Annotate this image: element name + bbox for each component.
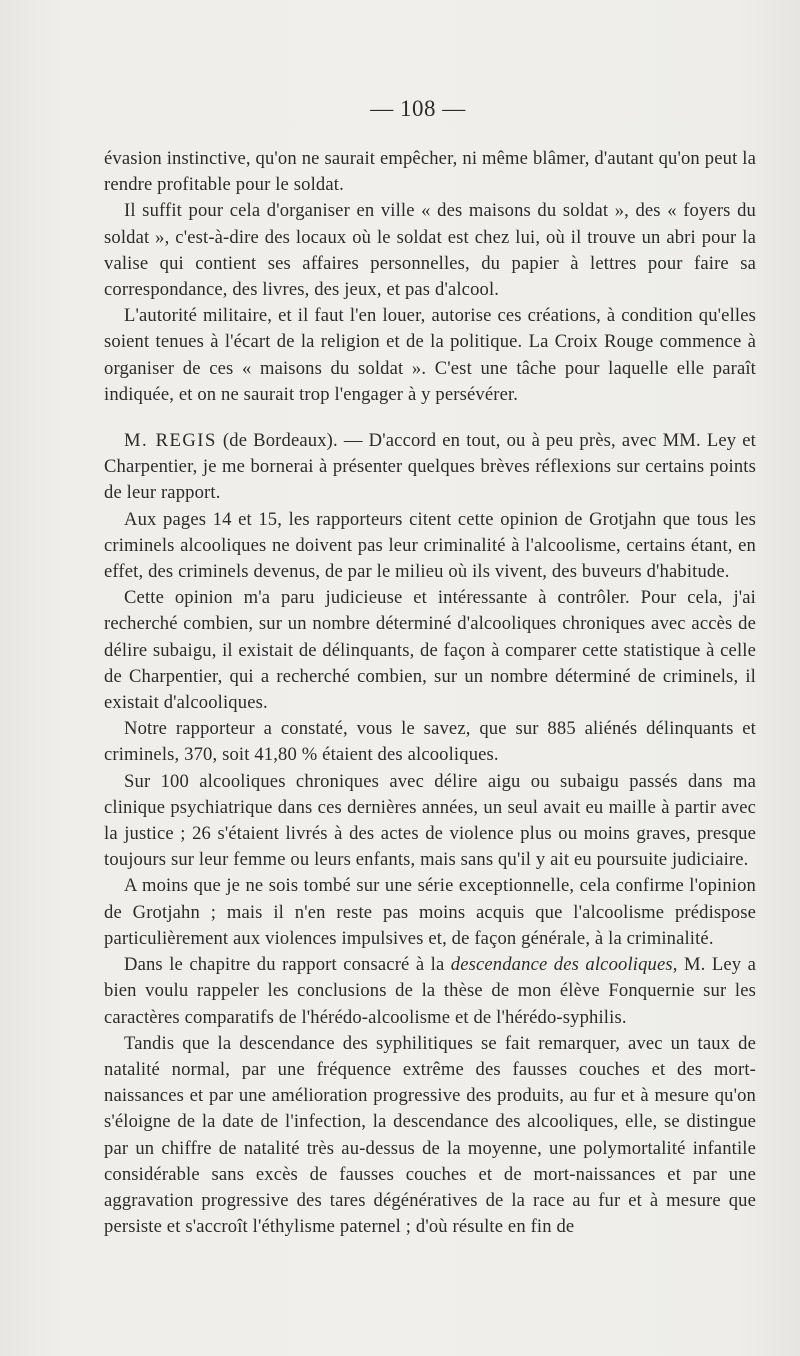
speaker-name: M. REGIS: [124, 430, 217, 452]
paragraph-5: Aux pages 14 et 15, les rapporteurs citent cette opinion de Grotjahn que tous les criminels alcooliques ne doivent pas leur criminalité à l'alcoolisme, certains étant, en effet, des criminels devenus, de par le milieu où ils vivent, des buveurs d'habitude.: [104, 508, 756, 583]
paragraph-9: A moins que je ne sois tombé sur une série exceptionnelle, cela confirme l'opinion de Grotjahn ; mais il n'en reste pas moins acquis que l'alcoolisme prédispose particulièrement aux violences impulsives et, de façon générale, à la criminalité.: [104, 875, 756, 949]
paragraph-3: L'autorité militaire, et il faut l'en louer, autorise ces créations, à condition qu'elles soient tenues à l'écart de la religion et de la politique. La Croix Rouge commence à organiser de ces « maisons du soldat ». C'est une tâche pour laquelle elle paraît indiquée, et on ne saurait trop l'engager à y persévérer.: [104, 305, 756, 405]
paragraph-1: évasion instinctive, qu'on ne saurait empêcher, ni même blâmer, d'autant qu'on peut la rendre profitable pour le soldat.: [104, 148, 756, 196]
body-text: [104, 146, 756, 1240]
page-number: — 108 —: [370, 96, 466, 121]
paragraph-10: [104, 952, 756, 1031]
italic-title: descendance des alcooliques: [450, 954, 673, 976]
paragraph-4-text: — D'accord en tout, ou à peu près, avec MM. Ley et Charpentier, je me bornerai à présenter quelques brèves réflexions sur certains points de leur rapport.: [104, 430, 756, 504]
paragraph-8: Sur 100 alcooliques chroniques avec délire aigu ou subaigu passés dans ma clinique psychiatrique dans ces dernières années, un seul avait eu maille à partir avec la justice ; 26 s'étaient livrés à des actes de violence plus ou moins graves, presque toujours sur leur femme ou leurs enfants, mais sans qu'il y ait eu poursuite judiciaire.: [104, 770, 756, 871]
paragraph-11: Tandis que la descendance des syphilitiques se fait remarquer, avec un taux de natalité normal, par une fréquence extrême des fausses couches et des mort-naissances et par une amélioration progressive des produits, au fur et à mesure qu'on s'éloigne de la date de l'infection, la descendance des alcooliques, elle, se distingue par un chiffre de natalité très au-dessus de la moyenne, une polymortalité infantile considérable sans excès de fausses couches et de mort-naissances et par une aggravation progressive des tares dégénératives de la race au fur et à mesure que persiste et s'accroît l'éthylisme paternel ; d'où résulte en fin de: [104, 1032, 756, 1238]
paragraph-2: Il suffit pour cela d'organiser en ville « des maisons du soldat », des « foyers du soldat », c'est-à-dire des locaux où le soldat est chez lui, où il trouve un abri pour la valise qui contient ses affaires personnelles, du papier à lettres pour faire sa correspondance, des livres, des jeux, et pas d'alcool.: [104, 200, 756, 301]
paragraph-10-text-after: , M. Ley a bien voulu rappeler les conclusions de la thèse de mon élève Fonquernie sur les caractères comparatifs de l'hérédo-alcoolisme et de l'hérédo-syphilis.: [104, 954, 756, 1028]
paragraph-6: Cette opinion m'a paru judicieuse et intéressante à contrôler. Pour cela, j'ai recherché combien, sur un nombre déterminé d'alcooliques chroniques avec accès de délire subaigu, il existait de délinquants, de façon à comparer cette statistique à celle de Charpentier, qui a recherché combien, sur un nombre déterminé de criminels, il existait d'alcooliques.: [104, 587, 756, 714]
speaker-affiliation: (de Bordeaux).: [216, 430, 338, 452]
paragraph-7: Notre rapporteur a constaté, vous le savez, que sur 885 aliénés délinquants et criminels, 370, soit 41,80 % étaient des alcooliques.: [104, 718, 756, 766]
paragraph-10-text-before: Dans le chapitre du rapport consacré à la: [124, 954, 451, 976]
paragraph-4: [104, 428, 756, 507]
